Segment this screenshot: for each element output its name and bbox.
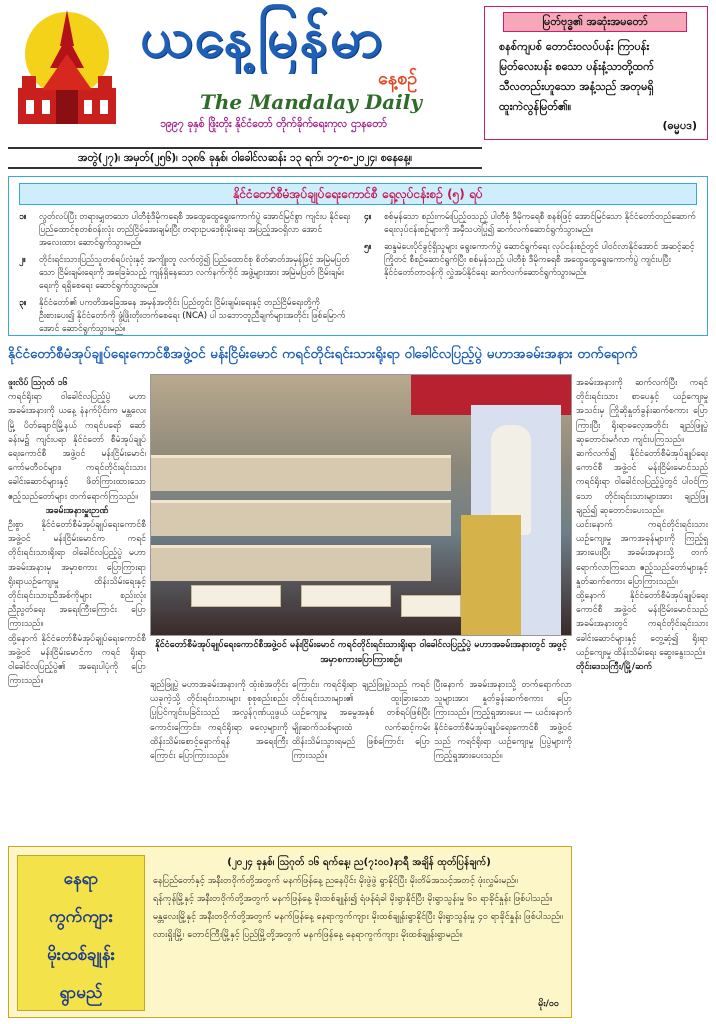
article-paragraph: ထို့နောက် နိုင်ငံတော်စီမံအုပ်ချုပ်ရေးကောင်စီ အဖွဲ့ဝင် မန်းငြိမ်းမောင်က ကရင် ရိုးရာ ဝါခေါင်လပြည့်ပွဲ၏ အရေးပါပုံကို ပြောကြားသည်။ (8, 633, 146, 687)
objective-item (19, 211, 354, 250)
article-paragraph: ဦးစွာ နိုင်ငံတော်စီမံအုပ်ချုပ်ရေးကောင်စီ အဖွဲ့ဝင် မန်းငြိမ်းမောင်က ကရင်တိုင်းရင်းသားရိုးရာ ဝါခေါင်လပြည့်ပွဲ မဟာအခမ်းအနားမှ အမှာစကား ပြောကြားရာ ရိုးရာယဉ်ကျေးမှု ထိန်းသိမ်းရေးနှင့် တိုင်းရင်းသားညီအစ်ကိုများ စည်းလုံးညီညွတ်ရေး အရေးကြီးကြောင်း ပြောကြားသည်။ (8, 520, 146, 630)
weather-signature: မိုး/၀၀ (538, 999, 559, 1009)
article-column-mid2: ကြောင်း၊ ကရင်ရိုးရာ ချည်ဖြူပွဲသည် ကရင်တိုင်းရင်းသားများ၏ ထူးခြားသော ယဉ်ကျေးမှု အမွေအနှစ် တစ်ရပ်ဖြစ်ပြီး မျိုးဆက်သစ်များထံ လက်ဆင့်ကမ်း ထိန်းသိမ်းသွားရမည် ဖြစ်ကြောင်း ပြောကြားသည်။ (292, 680, 430, 762)
weather-paragraph: နေပြည်တော်နှင့် အနီးတဝိုက်တို့အတွက် မနက်ဖြန်နေ့ ညနေပိုင်း မိုးဖွဲဖွဲ ရွာနိုင်ပြီး မိုးတိမ်အသင့်အတင့် ဖုံးလွှမ်းမည်။ (153, 876, 518, 886)
quote-line: မြတ်လေးပန်း စသော ပန်းနံ့သာတို့ထက် (499, 60, 654, 73)
article-paragraph: ဆက်လက်၍ နိုင်ငံတော်စီမံအုပ်ချုပ်ရေးကောင်စီ အဖွဲ့ဝင် မန်းငြိမ်းမောင်သည် ကရင်ရိုးရာ ဝါခေါင်လပြည့်ပွဲတွင် ပါဝင်ကြသော တိုင်းရင်းသားများအား ချည်ဖြူချည်၍ ဆုတောင်းပေးသည်။ (576, 449, 708, 516)
objective-number: ၃။ (19, 298, 27, 308)
objective-number: ၅။ (364, 242, 372, 252)
objective-number: ၂။ (19, 255, 26, 265)
weather-tag-line: ရွာမည် (59, 983, 103, 1003)
article-paragraph: ယင်းနောက် ကရင်တိုင်းရင်းသား ယဉ်ကျေးမှု အကအခုန်များကို ကြည့်ရှုအားပေးပြီး အခမ်းအနားသို့ တက်ရောက်လာကြသော ဧည့်သည်တော်များနှင့် နှုတ်ဆက်စကား ပြောကြားသည်။ (576, 520, 708, 587)
article-continued: တိုင်းဒေသကြီး/မြို့/ဆက် (576, 662, 652, 673)
objective-text: လွတ်လပ်ပြီး တရားမျှတသော ပါတီစုံဒီမိုကရေစီ အထွေထွေရွေးကောက်ပွဲ အောင်မြင်စွာ ကျင်းပ နိုင်ရေး ပြည်ထောင်စုတစ်ဝန်းလုံး တည်ငြိမ်အေးချမ်းပြီး တရားဥပဒေစိုးမိုးရေး အပြည့်အဝရှိလာ အောင် အလေးထား ဆောင်ရွက်သွားမည်။ (39, 212, 351, 248)
article-paragraph: အခမ်းအနားကို ဆက်လက်ပြီး ကရင်တိုင်းရင်းသား စာပေနှင့် ယဉ်ကျေးမှုအသင်းမှ ကြိုဆိုနှုတ်ခွန်းဆက်စကား ပြောကြားပြီး ရိုးရာဓလေ့အတိုင်း ချည်ဖြူပွဲ ဆုတောင်းမင်္ဂလာ ကျင်းပကြသည်။ (576, 378, 708, 445)
weather-notice-title: (၂၀၂၄ ခုနှစ်၊ ဩဂုတ် ၁၆ ရက်နေ့၊ ည(၇:၀၀)နာရီ အချိန် ထုတ်ပြန်ချက်) (227, 857, 491, 868)
masthead-title: ယနေ့မြန်မာ (140, 6, 385, 69)
objective-item (19, 297, 354, 336)
masthead (0, 0, 716, 142)
pagoda-emblem-icon (12, 6, 122, 128)
objectives-column-right (364, 211, 699, 284)
weather-tag (17, 855, 145, 1011)
article-column-left (8, 376, 146, 838)
weather-notice-box (8, 846, 572, 1018)
photo-table (401, 595, 461, 617)
quote-line: စနစ်ကျပစ် တောင်းဝလပ်ပန်း ကြာပန်း (499, 40, 650, 53)
quote-line: သီလတည်းဟူသော အနံ့သည် အတုမရှိ (499, 80, 654, 93)
weather-paragraph: ရန်ကုန်မြို့နှင့် အနီးတဝိုက်တို့အတွက် မနက်ဖြန်နေ့ မိုးထစ်ချုန်း၍ ရံဖန်ရံခါ မိုးရွာနိုင်ပြီး မိုးရွာသွန်းမှု ၆၀ ရာခိုင်နှုန်း ဖြစ်ပါသည်။ (153, 894, 553, 904)
photo-audience-row (151, 545, 431, 581)
weather-tag-line: မိုးထစ်ချုန်း (47, 945, 115, 965)
article-dateline: ဖူးလိပ် ဩဂုတ် ၁၆ (8, 378, 68, 388)
quote-heading: မြတ်ဗုဒ္ဓ၏ အဆုံးအမတော် (503, 12, 687, 32)
objectives-column-left (19, 211, 354, 340)
photo-caption: နိုင်ငံတော်စီမံအုပ်ချုပ်ရေးကောင်စီအဖွဲ့ဝင် မန်းငြိမ်းမောင် ကရင်တိုင်းရင်းသားရိုးရာ ဝါခေါင်လပြည့်ပွဲ မဟာအခမ်းအနားတွင် အဖွင့်အမှာစကားပြောကြားစဉ်။ (155, 640, 567, 665)
objective-item (364, 241, 699, 280)
weather-tag-line: ကွက်ကျား (49, 907, 113, 927)
objectives-title: နိုင်ငံတော်စီမံအုပ်ချုပ်ရေးကောင်စီ ရှေ့လုပ်ငန်းစဉ် (၅) ရပ် (19, 183, 697, 205)
article-paragraph: ကရင်ရိုးရာ ဝါခေါင်လပြည့်ပွဲ မဟာအခမ်းအနားကို ယနေ့ နံနက်ပိုင်းက မန္တလေးမြို့ ပိတ်ချောင်မြို့နယ် ကရင်ပရော် ဆော်ခန်းမ၌ ကျင်းပရာ နိုင်ငံတော် စီမံအုပ်ချုပ်ရေးကောင်စီ အဖွဲ့ဝင် မန်းငြိမ်းမောင်၊ ကော်မတီဝင်များ၊ ကရင်တိုင်းရင်းသား ခေါင်းဆောင်များနှင့် ဖိတ်ကြားထားသော ဧည့်သည်တော်များ တက်ရောက်ကြသည်။ (8, 392, 146, 502)
article-column-right (576, 376, 708, 1016)
quote-reference: (ဓမ္မပဒ) (662, 119, 697, 132)
article-paragraph: ထို့နောက် နိုင်ငံတော်စီမံအုပ်ချုပ်ရေးကောင်စီ အဖွဲ့ဝင် မန်းငြိမ်းမောင်သည် အခမ်းအနားတွင် ကရင်တိုင်းရင်းသား ခေါင်းဆောင်များနှင့် တွေ့ဆုံ၍ ရိုးရာ ယဉ်ကျေးမှု ထိန်းသိမ်းရေး ဆွေးနွေးသည်။ (576, 591, 708, 658)
objective-item (19, 254, 354, 293)
objectives-box (8, 176, 708, 336)
article-column-mid1: ချည်ဖြူပွဲ မဟာအခမ်းအနားကို ထုံးစံအတိုင်း ယခုကဲ့သို့ တိုင်းရင်းသားများ စုစုစည်းစည်း ပြုပြင်ကျင်းပခြင်းသည် အလွန်ဂုဏ်ယူဖွယ် ကောင်းကြောင်း၊ ကရင်ရိုးရာ ဓလေ့များကို ထိန်းသိမ်းစောင့်ရှောက်ရန် အရေးကြီးကြောင်း ပြောကြားသည်။ (150, 680, 288, 762)
photo-podium (461, 515, 521, 636)
objective-number: ၄။ (364, 212, 372, 222)
photo-table (191, 585, 281, 607)
dateline: အတွဲ(၂၇)၊ အမှတ်(၂၅၆)၊ ၁၃၈၆ ခုနှစ်၊ ဝါခေါင်လဆန်း ၁၃ ရက်၊ ၁၇-၈-၂၀၂၄၊ စနေနေ့။ (8, 147, 482, 169)
masthead-english-title: The Mandalay Daily (200, 90, 422, 114)
article-subheading: အခမ်းအနားမှူးဉာဏ် (45, 505, 109, 516)
quote-line: ထူးကဲလွန်မြတ်၏။ (499, 100, 572, 113)
quote-box (484, 6, 708, 140)
weather-paragraph: မန္တလေးမြို့နှင့် အနီးတဝိုက်တို့အတွက် မနက်ဖြန်နေ့ နေရာကွက်ကျား မိုးထစ်ချုန်းရွာနိုင်ပြီး မိုးရွာသွန်းမှု ၄၀ ရာခိုင်နှုန်း ဖြစ်ပါသည်။ (153, 912, 563, 922)
article-photo (150, 374, 572, 636)
masthead-subtitle: နေ့စဉ် (378, 68, 418, 89)
photo-audience-row (151, 455, 451, 491)
photo-audience-row (151, 500, 451, 536)
objective-text: ဆန္ဒမဲပေးပိုင်ခွင့်ရှိသူများ ရွေးကောက်ပွဲ ဆောင်ရွက်ရေး လုပ်ငန်းစဉ်တွင် ပါဝင်လာနိုင်အောင် အဆင့်ဆင့်ကြိုတင် စီစဉ်ဆောင်ရွက်ပြီး စစ်မှန်သည့် ပါတီစုံ ဒီမိုကရေစီ အထွေထွေရွေးကောက်ပွဲ ကျင်းပပြီး နိုင်ငံတော်တာဝန်ကို လွှဲအပ်နိုင်ရေး ဆက်လက်ဆောင်ရွက်သွားမည်။ (384, 242, 695, 278)
quote-text (499, 37, 699, 117)
article-column-mid3: ပြီးနောက် အခမ်းအနားသို့ တက်ရောက်လာသူများအား နှုတ်ခွန်းဆက်စကား ပြောကြားသည်။ ကြည့်ရှုအားပေး — ယင်းနောက် နိုင်ငံတော်စီမံအုပ်ချုပ်ရေးကောင်စီ အဖွဲ့ဝင်သည် ကရင်ရိုးရာ ယဉ်ကျေးမှု ပြပွဲများကို ကြည့်ရှုအားပေးသည်။ (434, 680, 572, 762)
masthead-tagline: ၁၉၉၇ ခုနှစ် ဖြိုးတိုး နိုင်ငံတော် တိုက်ခိုက်ရေးကုလ ဌာနတော် (160, 118, 387, 130)
weather-paragraph: လားရှိုးမြို့၊ တောင်ကြီးမြို့နှင့် ပြည်မြို့တို့အတွက် မနက်ဖြန်နေ့ နေရာကွက်ကျား မိုးထစ်ချုန်းရွာမည်။ (153, 930, 463, 940)
article-headline: နိုင်ငံတော်စီမံအုပ်ချုပ်ရေးကောင်စီအဖွဲ့ဝင် မန်းငြိမ်းမောင် ကရင်တိုင်းရင်းသားရိုးရာ ဝါခေါင်လပြည့်ပွဲ မဟာအခမ်းအနား တက်ရောက် (8, 346, 638, 362)
objective-item (364, 211, 699, 237)
objective-text: နိုင်ငံတော်၏ ပကတိအခြေအနေ အမှန်အတိုင်း ပြည်တွင်း ငြိမ်းချမ်းရေးနှင့် တည်ငြိမ်ရေးတို့ကို ဦးစားပေး၍ နိုင်ငံတော်ကို ဖွံ့ဖြိုးတိုးတက်စေရေး (NCA) ပါ သဘောတူညီချက်များအတိုင်း ဖြစ်မြောက်အောင် ဆောင်ရွက်သွားမည်။ (39, 298, 346, 334)
objective-text: တိုင်းရင်းသားပြည်သူတစ်ရပ်လုံးနှင့် အကျိုးတူ လက်တွဲ၍ ပြည်ထောင်စု စိတ်ဓာတ်အမှန်ဖြင့် အမြဲမပြတ်သော ငြိမ်းချမ်းရေးကို အခြေခံသည့် ကျန်ရှိနေသော လက်နက်ကိုင် အဖွဲ့များအား အမြဲမပြတ် ငြိမ်းချမ်းရေးကို ရရှိစေရေး ဆောင်ရွက်သွားမည်။ (39, 255, 350, 291)
weather-notice-body (153, 873, 565, 945)
objective-number: ၁။ (19, 212, 27, 222)
objective-text: စစ်မှန်သော စည်းကမ်းပြည့်ဝသည့် ပါတီစုံ ဒီမိုကရေစီ စနစ်ဖြင့် အောင်မြင်သော နိုင်ငံတော်တည်ဆောက်ရေးလုပ်ငန်းစဉ်များကို အမှီသဟဲပြု၍ ဆက်လက်ဆောင်ရွက်သွားမည်။ (384, 212, 696, 235)
photo-table (301, 585, 391, 607)
weather-tag-line: နေရာ (63, 869, 99, 889)
